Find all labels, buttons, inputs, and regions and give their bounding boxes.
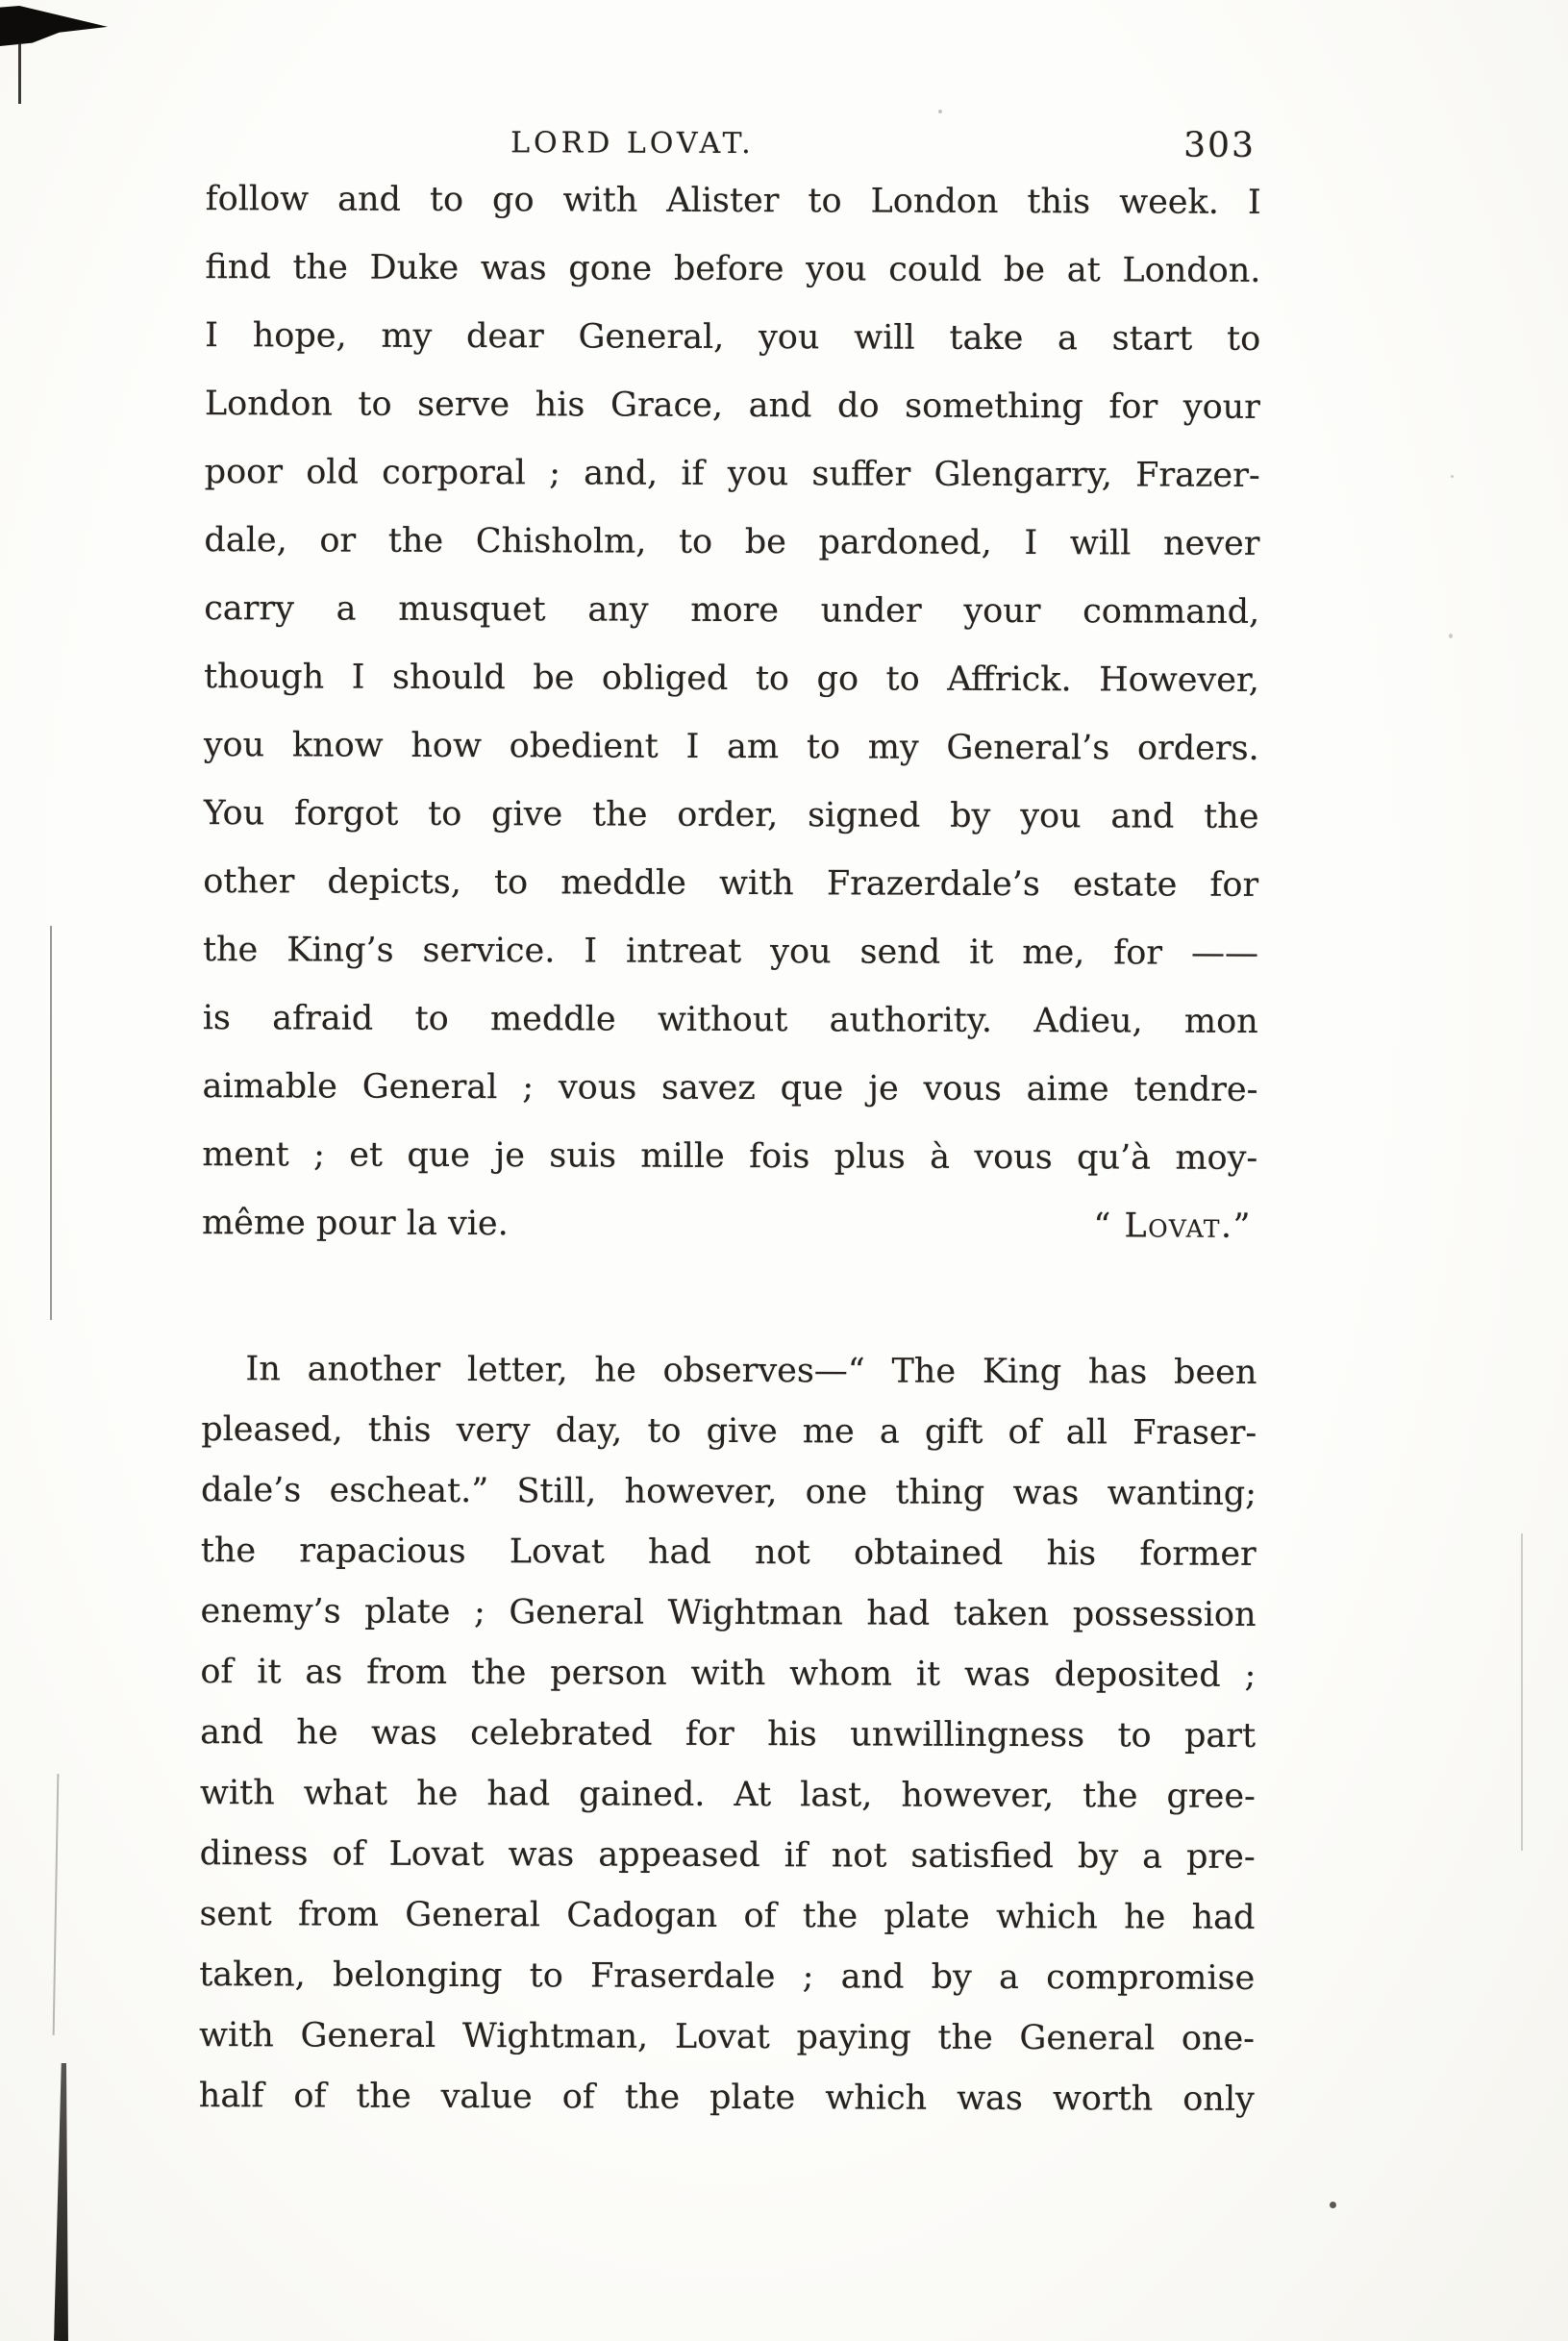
scan-mark-corner-stem bbox=[18, 42, 21, 104]
scan-speck bbox=[1330, 2202, 1336, 2208]
text-line: though I should be obliged to go to Affrick. However, bbox=[203, 658, 1260, 700]
scan-line-left-upper bbox=[50, 926, 52, 1320]
scan-speck bbox=[938, 110, 942, 113]
text-line: In another letter, he observes—“ The King has been bbox=[245, 1350, 1257, 1392]
text-line: carry a musquet any more under your command, bbox=[204, 589, 1260, 632]
text-line: is afraid to meddle without authority. Adieu, mon bbox=[202, 999, 1258, 1041]
scan-streak-bottom-left bbox=[54, 2063, 72, 2341]
scan-mark-corner bbox=[0, 6, 108, 46]
text-line: dale, or the Chisholm, to be pardoned, I will never bbox=[204, 521, 1260, 563]
text-line: You forgot to give the order, signed by you and the bbox=[203, 794, 1259, 836]
text-line: with General Wightman, Lovat paying the General one- bbox=[198, 2016, 1256, 2058]
scan-line-left-lower bbox=[53, 1774, 60, 2035]
text-line: dale’s escheat.” Still, however, one thing was wanting; bbox=[200, 1471, 1257, 1513]
text-line: I hope, my dear General, you will take a start to bbox=[205, 316, 1261, 359]
running-title: LORD LOVAT. bbox=[510, 126, 755, 162]
text-line: pleased, this very day, to give me a gift of all Fraser- bbox=[201, 1410, 1257, 1453]
text-line: find the Duke was gone before you could be at London. bbox=[205, 248, 1261, 290]
letter-signature: “ Lovat.” bbox=[1093, 1207, 1253, 1246]
text-line: half of the value of the plate which was worth only bbox=[198, 2077, 1255, 2119]
text-line: taken, belonging to Fraserdale ; and by a compromise bbox=[199, 1955, 1256, 1998]
text-line: the rapacious Lovat had not obtained his former bbox=[200, 1532, 1257, 1574]
text-line: the King’s service. I intreat you send it me, for —— bbox=[202, 931, 1259, 973]
text-line: London to serve his Grace, and do something for your bbox=[204, 385, 1261, 427]
text-line: of it as from the person with whom it was deposited ; bbox=[200, 1653, 1257, 1695]
text-line: ment ; et que je suis mille fois plus à vous qu’à moy- bbox=[202, 1135, 1258, 1178]
text-line: poor old corporal ; and, if you suffer Glengarry, Frazer- bbox=[204, 453, 1260, 495]
paragraph-lines bbox=[199, 1339, 1257, 2130]
text-line: aimable General ; vous savez que je vous aime tendre- bbox=[202, 1067, 1258, 1109]
body-paragraph bbox=[199, 1339, 1257, 2130]
closing-text: même pour la vie. bbox=[201, 1204, 509, 1244]
page-header bbox=[206, 119, 1261, 169]
letter-lines bbox=[202, 165, 1261, 1193]
text-line: and he was celebrated for his unwillingness to part bbox=[200, 1713, 1257, 1756]
scan-speck bbox=[1451, 475, 1454, 478]
text-line: follow and to go with Alister to London this week. I bbox=[205, 180, 1261, 222]
text-line: with what he had gained. At last, however, the gree- bbox=[199, 1774, 1256, 1816]
scan-line-right bbox=[1521, 1533, 1523, 1851]
text-line: sent from General Cadogan of the plate which he had bbox=[199, 1895, 1256, 1937]
letter-text bbox=[202, 165, 1261, 1261]
text-line: enemy’s plate ; General Wightman had taken possession bbox=[200, 1592, 1257, 1634]
page-content bbox=[199, 119, 1261, 2130]
scan-speck bbox=[1449, 634, 1453, 638]
text-line: other depicts, to meddle with Frazerdale’s estate for bbox=[203, 862, 1259, 905]
page-number: 303 bbox=[1183, 125, 1256, 165]
text-line: diness of Lovat was appeased if not satisfied by a pre- bbox=[199, 1834, 1256, 1877]
text-line: you know how obedient I am to my General’s orders. bbox=[203, 726, 1259, 768]
letter-closing-line bbox=[202, 1189, 1257, 1261]
